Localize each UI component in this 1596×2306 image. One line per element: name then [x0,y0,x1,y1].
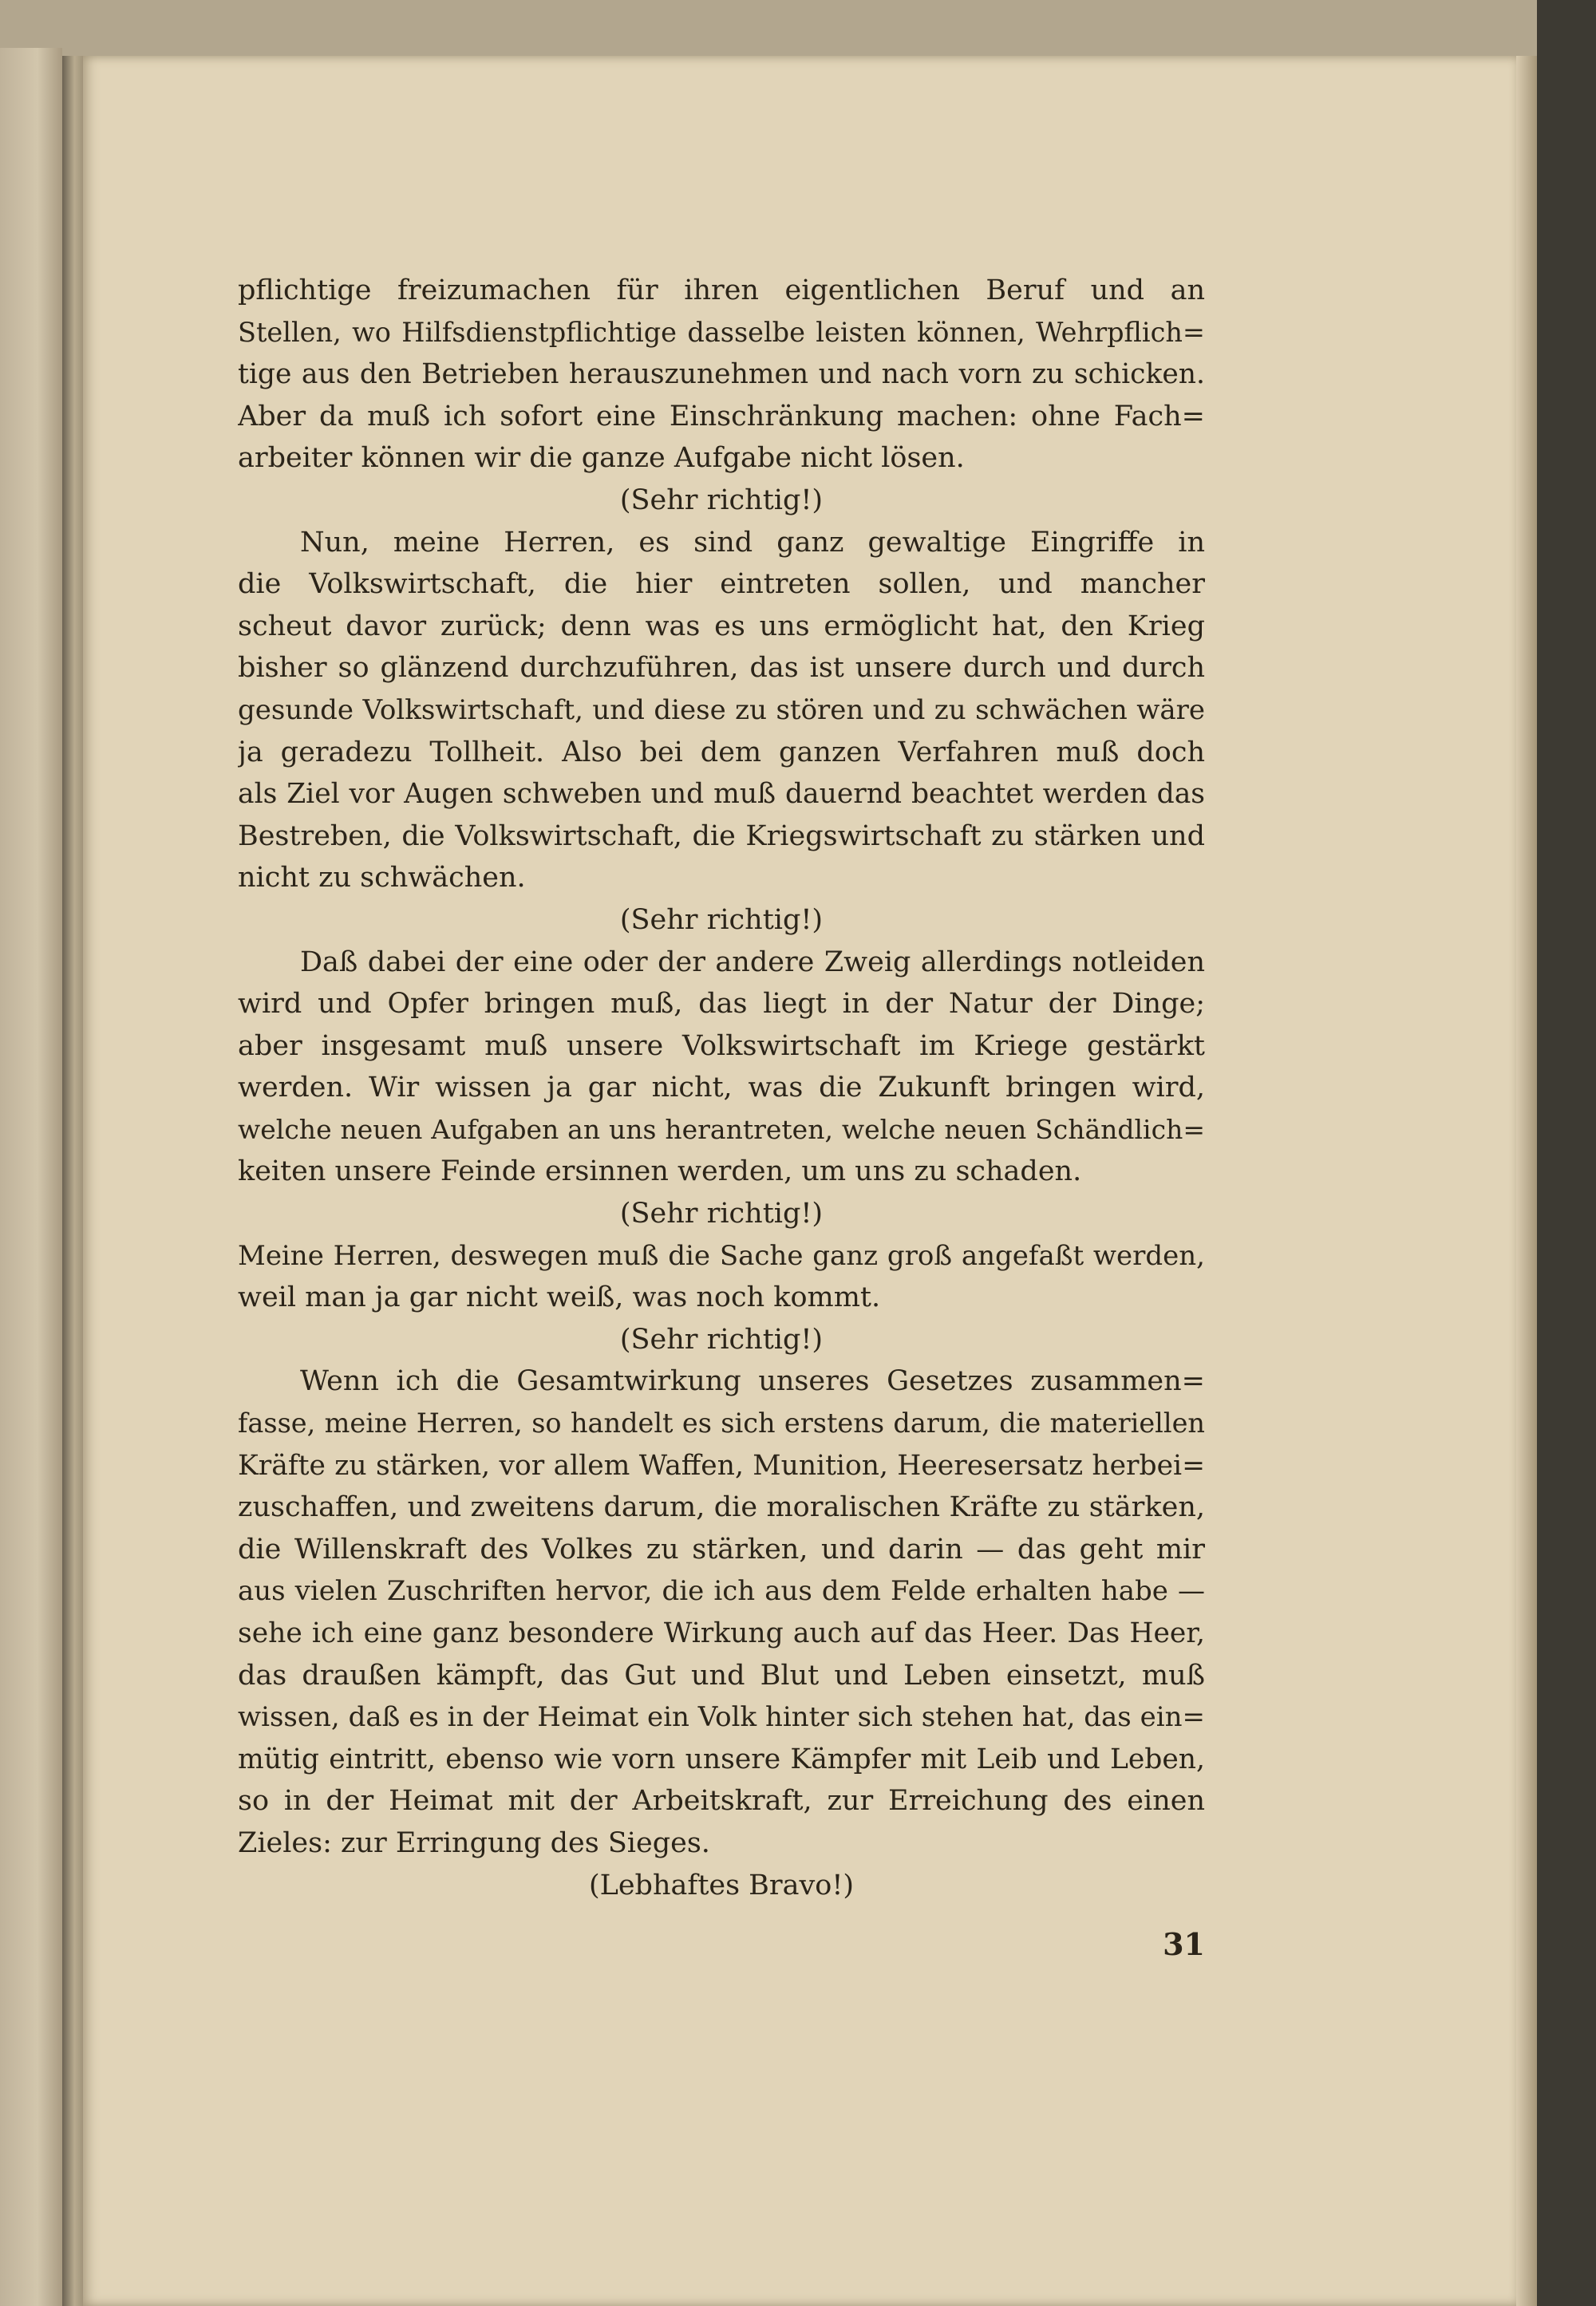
scan-background-top [0,0,1596,56]
text-line: zuschaffen, und zweitens darum, die moralischen Kräfte zu stärken, [238,1491,1205,1524]
page-outer-edge [1516,56,1537,2306]
text-line: das draußen kämpft, das Gut und Blut und Leben einsetzt, muß [238,1659,1205,1692]
text-line: arbeiter können wir die ganze Aufgabe nicht lösen. [238,442,965,475]
text-line: keiten unsere Feinde ersinnen werden, um uns zu schaden. [238,1155,1082,1188]
text-line: Kräfte zu stärken, vor allem Waffen, Munition, Heeresersatz herbei= [238,1449,1205,1482]
text-line: als Ziel vor Augen schweben und muß dauernd beachtet werden das [238,778,1205,811]
text-line: nicht zu schwächen. [238,862,526,894]
text-line: Daß dabei der eine oder der andere Zweig allerdings notleiden [300,946,1205,978]
text-line: sehe ich eine ganz besondere Wirkung auch auf das Heer. Das Heer, [238,1617,1205,1649]
text-line: Meine Herren, deswegen muß die Sache ganz groß angefaßt werden, [238,1239,1205,1272]
text-line: Wenn ich die Gesamtwirkung unseres Gesetzes zusammen= [300,1365,1205,1398]
text-line: bisher so glänzend durchzuführen, das ist unsere durch und durch [238,652,1205,685]
text-line: ja geradezu Tollheit. Also bei dem ganzen Verfahren muß doch [238,736,1205,768]
page-number: 31 [1163,1926,1205,1962]
text-line: fasse, meine Herren, so handelt es sich erstens darum, die materiellen [238,1408,1205,1439]
text-line: aber insgesamt muß unsere Volkswirtschaft im Kriege gestärkt [238,1029,1205,1062]
interjection-line: (Sehr richtig!) [619,484,824,516]
text-line: Bestreben, die Volkswirtschaft, die Kriegswirtschaft zu stärken und [238,819,1205,852]
text-line: tige aus den Betrieben herauszunehmen und nach vorn zu schicken. [238,358,1205,391]
text-line: aus vielen Zuschriften hervor, die ich aus dem Felde erhalten habe — [238,1575,1205,1608]
text-line: wird und Opfer bringen muß, das liegt in der Natur der Dinge; [238,988,1205,1021]
scan-background-right [1537,0,1596,2306]
interjection-line: (Sehr richtig!) [619,903,824,936]
interjection-line: (Sehr richtig!) [619,1323,824,1356]
text-line: mütig eintritt, ebenso wie vorn unsere Kämpfer mit Leib und Leben, [238,1743,1205,1775]
text-line: scheut davor zurück; denn was es uns ermöglicht hat, den Krieg [238,610,1205,642]
text-line: die Willenskraft des Volkes zu stärken, und darin — das geht mir [238,1533,1205,1566]
text-line: gesunde Volkswirtschaft, und diese zu stören und zu schwächen wäre [238,693,1205,726]
book-gutter [62,56,85,2306]
text-line: welche neuen Aufgaben an uns herantreten, welche neuen Schändlich= [238,1113,1205,1145]
text-line: pflichtige freizumachen für ihren eigentlichen Beruf und an [238,274,1205,306]
text-line: Zieles: zur Erringung des Sieges. [238,1826,710,1859]
text-line: die Volkswirtschaft, die hier eintreten sollen, und mancher [238,568,1205,601]
text-line: Stellen, wo Hilfsdienstpflichtige dasselbe leisten können, Wehrpflich= [238,316,1205,348]
text-line: weil man ja gar nicht weiß, was noch kommt. [238,1281,881,1314]
facing-page-edge [0,48,62,2306]
interjection-line: (Lebhaftes Bravo!) [588,1869,855,1901]
text-line: Aber da muß ich sofort eine Einschränkung machen: ohne Fach= [238,400,1205,432]
text-line: wissen, daß es in der Heimat ein Volk hinter sich stehen hat, das ein= [238,1701,1205,1734]
body-text [238,270,1205,1906]
text-line: Nun, meine Herren, es sind ganz gewaltige Eingriffe in [300,526,1205,559]
text-line: werden. Wir wissen ja gar nicht, was die Zukunft bringen wird, [238,1072,1205,1104]
interjection-line: (Sehr richtig!) [619,1198,824,1230]
text-line: so in der Heimat mit der Arbeitskraft, zur Erreichung des einen [238,1785,1205,1818]
